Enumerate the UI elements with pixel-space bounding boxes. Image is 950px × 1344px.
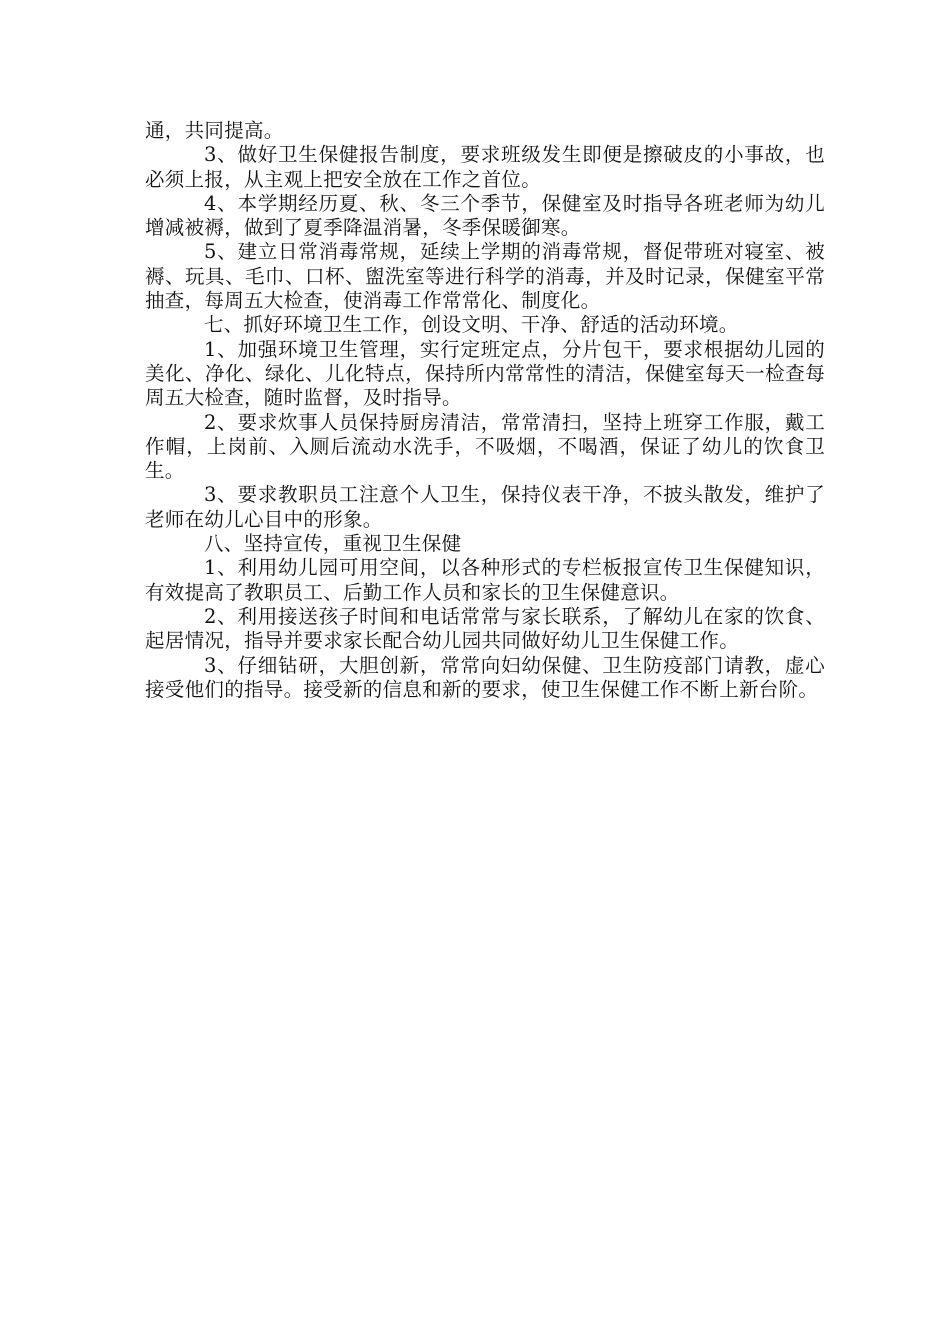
paragraph: 5、建立日常消毒常规，延续上学期的消毒常规，督促带班对寝室、被褥、玩具、毛巾、口杯、盥洗室等进行科学的消毒，并及时记录，保健室平常抽查，每周五大检查，使消毒工作常常化、制度化。 — [145, 240, 825, 313]
paragraph: 2、利用接送孩子时间和电话常常与家长联系，了解幼儿在家的饮食、起居情况，指导并要求家长配合幼儿园共同做好幼儿卫生保健工作。 — [145, 604, 825, 653]
paragraph: 4、本学期经历夏、秋、冬三个季节，保健室及时指导各班老师为幼儿增减被褥，做到了夏季降温消暑，冬季保暖御寒。 — [145, 191, 825, 240]
document-body — [145, 119, 825, 702]
paragraph: 3、做好卫生保健报告制度，要求班级发生即便是擦破皮的小事故，也必须上报，从主观上把安全放在工作之首位。 — [145, 143, 825, 191]
section-heading: 八、坚持宣传，重视卫生保健 — [204, 532, 462, 556]
paragraph: 3、要求教职员工注意个人卫生，保持仪表干净，不披头散发，维护了老师在幼儿心目中的形象。 — [145, 483, 825, 531]
paragraph: 1、利用幼儿园可用空间，以各种形式的专栏板报宣传卫生保健知识，有效提高了教职员工、后勤工作人员和家长的卫生保健意识。 — [145, 556, 825, 604]
section-heading: 七、抓好环境卫生工作，创设文明、干净、舒适的活动环境。 — [204, 313, 739, 337]
paragraph: 3、仔细钻研，大胆创新，常常向妇幼保健、卫生防疫部门请教，虚心接受他们的指导。接受新的信息和新的要求，使卫生保健工作不断上新台阶。 — [145, 653, 825, 701]
paragraph: 2、要求炊事人员保持厨房清洁，常常清扫，坚持上班穿工作服，戴工作帽，上岗前、入厕后流动水洗手，不吸烟，不喝酒，保证了幼儿的饮食卫生。 — [145, 410, 825, 483]
paragraph: 通，共同提高。 — [145, 119, 284, 142]
paragraph: 1、加强环境卫生管理，实行定班定点，分片包干，要求根据幼儿园的美化、净化、绿化、儿化特点，保持所内常常性的清洁，保健室每天一检查每周五大检查，随时监督，及时指导。 — [145, 337, 825, 410]
